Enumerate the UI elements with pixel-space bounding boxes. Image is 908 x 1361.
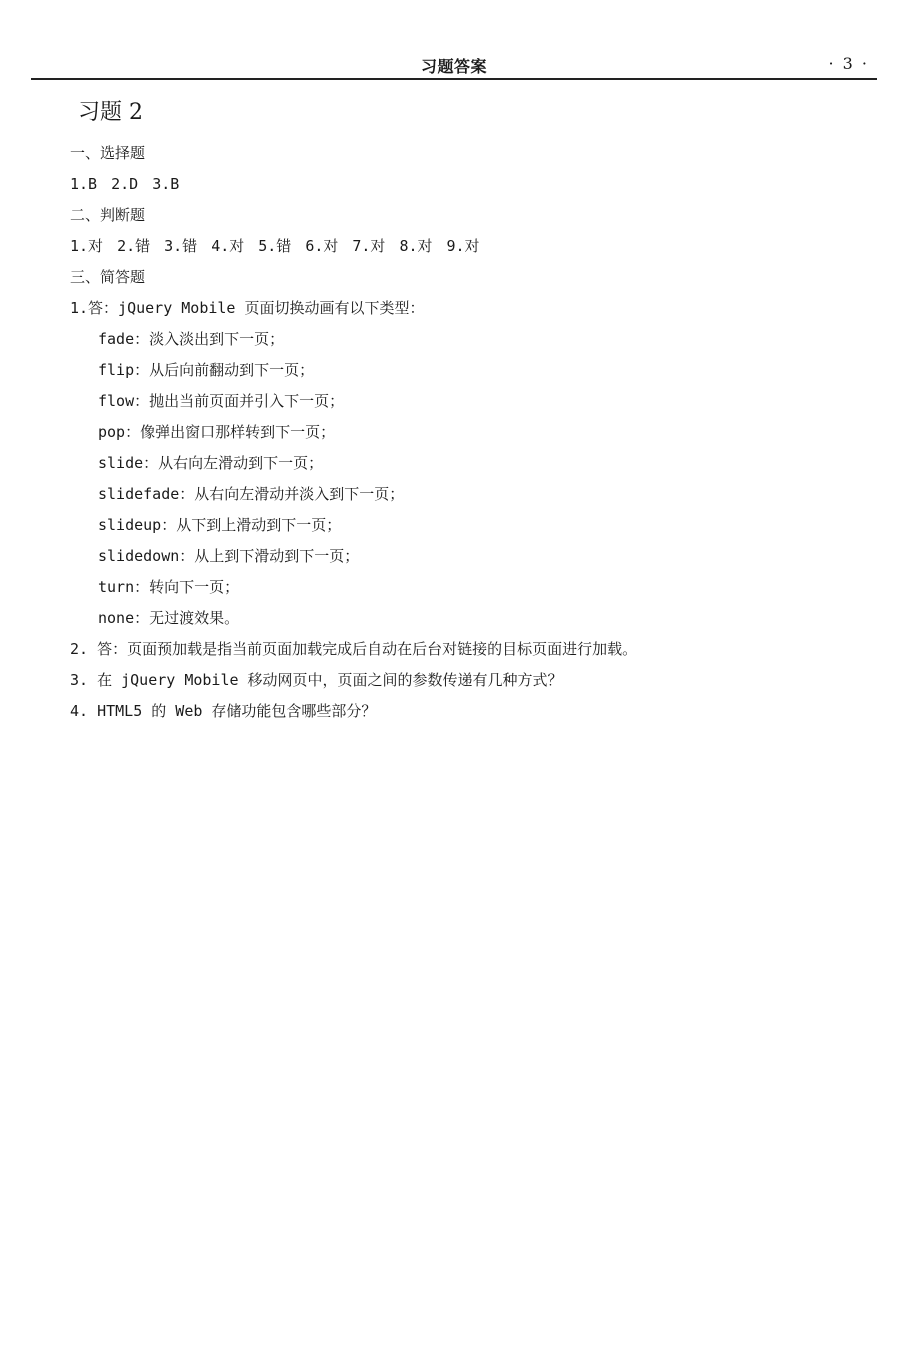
choice-heading: 一、选择题: [70, 144, 146, 162]
transition-item: flip：从后向前翻动到下一页；: [98, 361, 315, 379]
page-number: · 3 ·: [828, 54, 869, 73]
transition-item: slidedown：从上到下滑动到下一页；: [98, 547, 360, 565]
judge-answer: 2.错: [117, 237, 151, 255]
transition-item: slideup：从下到上滑动到下一页；: [98, 516, 342, 534]
question-1-intro: 1.答：jQuery Mobile 页面切换动画有以下类型：: [70, 299, 425, 317]
transition-item: turn：转向下一页；: [98, 578, 240, 596]
judge-heading: 二、判断题: [70, 206, 146, 224]
choice-answer: 1.B: [70, 175, 98, 193]
judge-answers: [70, 231, 870, 262]
page-header: [31, 52, 877, 80]
judge-answer: 3.错: [164, 237, 198, 255]
judge-answer: 1.对: [70, 237, 104, 255]
short-answer-heading: 三、简答题: [70, 268, 146, 286]
transition-item: slidefade：从右向左滑动并淡入到下一页；: [98, 485, 405, 503]
transition-item: flow：抛出当前页面并引入下一页；: [98, 392, 345, 410]
transition-item: slide：从右向左滑动到下一页；: [98, 454, 324, 472]
choice-answers: [70, 169, 870, 200]
transition-item: fade：淡入淡出到下一页；: [98, 330, 285, 348]
transition-item: pop：像弹出窗口那样转到下一页；: [98, 423, 336, 441]
judge-answer: 5.错: [258, 237, 292, 255]
running-title: 习题答案: [420, 57, 487, 76]
question-4: 4. HTML5 的 Web 存储功能包含哪些部分？: [70, 702, 377, 720]
judge-answer: 4.对: [211, 237, 245, 255]
judge-answer: 8.对: [399, 237, 433, 255]
transition-item: none：无过渡效果。: [98, 609, 240, 627]
judge-answer: 7.对: [352, 237, 386, 255]
document-body: [70, 96, 870, 727]
choice-answer: 3.B: [152, 175, 180, 193]
question-3: 3. 在 jQuery Mobile 移动网页中，页面之间的参数传递有几种方式？: [70, 671, 563, 689]
question-2-answer: 2. 答：页面预加载是指当前页面加载完成后自动在后台对链接的目标页面进行加载。: [70, 640, 638, 658]
judge-answer: 9.对: [446, 237, 480, 255]
judge-answer: 6.对: [305, 237, 339, 255]
chapter-title: 习题 2: [78, 100, 143, 125]
choice-answer: 2.D: [111, 175, 139, 193]
